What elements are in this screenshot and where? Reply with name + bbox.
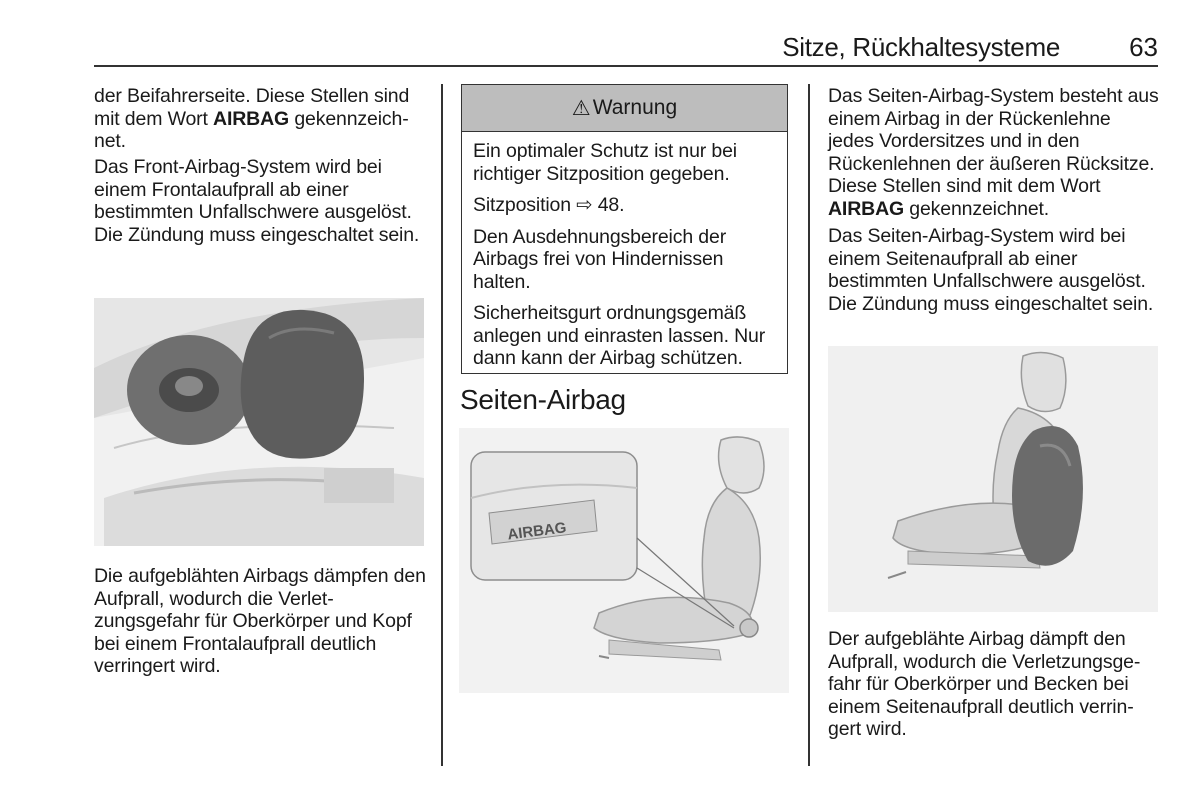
front-airbag-illustration [94,298,424,546]
warning-triangle-icon: ⚠ [571,96,591,120]
left-paragraph-2: Das Front-Airbag-System wird bei einem Frontalaufprall ab einer bestimmten Unfallschwere ausgelöst. Die Zündung muss eingeschaltet sein. [94,156,420,246]
warning-box [461,84,788,374]
right-paragraph-2: Das Seiten-Airbag-System wird bei einem Seitenaufprall ab einer bestimmten Unfallschwere ausgelöst. Die Zündung muss eingeschaltet sein. [828,225,1154,315]
warning-paragraph-3: Den Ausdehnungsbereich der Airbags frei von Hindernissen halten. [473,225,727,293]
warning-paragraph-2: Sitzposition ⇨ 48. [473,194,625,216]
page-number: 63 [1129,32,1158,62]
header-rule [94,65,1158,67]
warning-paragraph-1: Ein optimaler Schutz ist nur bei richtiger Sitzposition gegeben. [473,140,737,185]
side-airbag-deployed-illustration [828,346,1158,612]
running-header-title: Sitze, Rückhaltesysteme [782,32,1060,62]
airbag-keyword-right: AIRBAG [828,197,905,220]
column-divider-right [808,84,810,766]
right-paragraph-1: Das Seiten-Airbag-System besteht aus einem Airbag in der Rückenlehne jedes Vordersitzes und in den Rückenlehnen der äußeren Rücksitze. Diese Stellen sind mit dem Wort AIRBAG gekennzeichnet. [828,85,1159,220]
left-paragraph-1: der Beifahrerseite. Diese Stellen sind mit dem Wort AIRBAG gekennzeichnet. [94,85,410,152]
column-divider-left [441,84,443,766]
warning-paragraph-4: Sicherheitsgurt ordnungsgemäß anlegen und einrasten lassen. Nur dann kann der Airbag schützen. [473,302,766,369]
section-heading: Seiten-Airbag [460,384,626,415]
cross-reference-arrow-icon: ⇨ [576,194,593,216]
cross-reference-page: 48. [597,194,625,216]
right-paragraph-3: Der aufgeblähte Airbag dämpft den Aufprall, wodurch die Verletzungsgefahr für Oberkörper und Becken bei einem Seitenaufprall deutlich verringert wird. [828,628,1141,740]
airbag-keyword: AIRBAG [213,107,290,130]
side-airbag-label-illustration [459,428,789,693]
warning-title: Warnung [592,96,678,119]
airbag-label-text: AIRBAG [506,519,568,544]
left-paragraph-3: Die aufgeblähten Airbags dämpfen den Aufprall, wodurch die Verletzungsgefahr für Oberkörper und Kopf bei einem Frontalaufprall deutlich verringert wird. [94,565,426,677]
warning-header [462,85,787,132]
